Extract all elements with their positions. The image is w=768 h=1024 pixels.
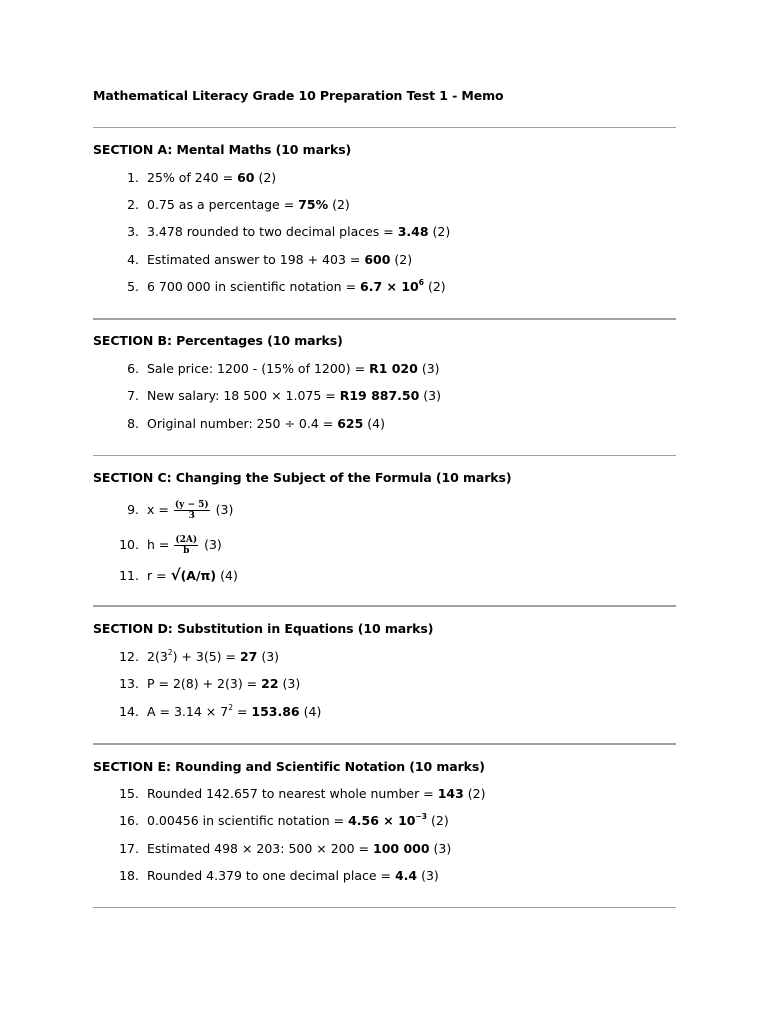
section-divider [93, 743, 676, 745]
item-number: 17. [119, 841, 139, 856]
answer-item [108, 813, 449, 829]
item-answer: 60 [237, 170, 255, 185]
item-question: Original number: 250 ÷ 0.4 = [147, 416, 338, 431]
item-number: 8. [127, 416, 139, 431]
item-answer: 143 [437, 786, 464, 801]
item-number: 1. [127, 170, 139, 185]
formula-fraction [174, 500, 210, 521]
item-answer: 27 [239, 649, 258, 664]
section-divider [93, 455, 676, 456]
item-number: 16. [119, 813, 139, 828]
answer-item [108, 170, 276, 186]
answer-item [108, 567, 238, 584]
item-question: Rounded 142.657 to nearest whole number = [147, 786, 438, 801]
item-marks: (3) [429, 841, 452, 856]
item-marks: (2) [463, 786, 486, 801]
item-question: r = [147, 568, 171, 583]
item-marks: (2) [328, 197, 350, 212]
item-question: A = 3.14 × 7 [147, 704, 229, 719]
answer-item [108, 224, 450, 240]
item-number: 12. [119, 649, 139, 664]
section-b-heading: SECTION B: Percentages (10 marks) [93, 333, 343, 348]
answer-item [108, 252, 412, 268]
section-c-heading: SECTION C: Changing the Subject of the Formula (10 marks) [93, 470, 512, 485]
answer-item [108, 279, 446, 295]
item-marks: (2) [427, 813, 449, 828]
document-title: Mathematical Literacy Grade 10 Preparation Test 1 - Memo [93, 88, 504, 103]
item-question: 3.478 rounded to two decimal places = [147, 224, 398, 239]
item-answer: 4.4 [394, 868, 418, 883]
section-a-heading: SECTION A: Mental Maths (10 marks) [93, 142, 352, 157]
square-root-icon: √ [170, 566, 181, 584]
item-marks: (3) [419, 388, 442, 403]
item-number: 4. [127, 252, 139, 267]
item-marks: (2) [428, 224, 451, 239]
item-answer: 4.56 × 10 [348, 813, 416, 828]
item-exponent: 2 [167, 648, 173, 657]
item-question: x = [147, 502, 173, 517]
item-question: 0.75 as a percentage = [147, 197, 299, 212]
item-marks: (3) [417, 361, 440, 376]
answer-item [108, 197, 350, 213]
item-answer: 153.86 [251, 704, 300, 719]
item-question: 25% of 240 = [147, 170, 238, 185]
item-marks: (3) [200, 537, 222, 552]
answer-item [108, 841, 451, 857]
item-marks: (4) [363, 416, 385, 431]
item-marks: (4) [216, 568, 238, 583]
item-number: 13. [119, 676, 139, 691]
answer-item [108, 868, 439, 884]
section-e-heading: SECTION E: Rounding and Scientific Notation (10 marks) [93, 759, 485, 774]
item-answer: 3.48 [397, 224, 429, 239]
answer-item [108, 704, 321, 720]
item-marks: (3) [257, 649, 280, 664]
item-question-cont: ) + 3(5) = [172, 649, 240, 664]
item-question: Sale price: 1200 - (15% of 1200) = [147, 361, 370, 376]
item-number: 10. [119, 537, 139, 552]
item-question: Estimated 498 × 203: 500 × 200 = [147, 841, 374, 856]
section-divider [93, 907, 676, 908]
item-answer: 6.7 × 10 [360, 279, 419, 294]
item-marks: (4) [299, 704, 322, 719]
formula-fraction [174, 535, 198, 556]
answer-item [108, 786, 485, 802]
item-question: Estimated answer to 198 + 403 = [147, 252, 365, 267]
item-answer: R1 020 [369, 361, 418, 376]
section-divider [93, 318, 676, 320]
item-marks: (3) [278, 676, 301, 691]
item-exponent: −3 [415, 812, 428, 821]
fraction-denominator: b [183, 546, 190, 556]
item-number: 7. [127, 388, 139, 403]
item-number: 11. [119, 568, 139, 583]
answer-item [108, 388, 441, 404]
item-marks: (2) [254, 170, 277, 185]
answer-item [108, 535, 222, 556]
fraction-denominator: 3 [188, 511, 195, 521]
item-answer: 600 [364, 252, 391, 267]
item-number: 15. [119, 786, 139, 801]
item-question: h = [147, 537, 174, 552]
answer-item [108, 649, 279, 665]
item-answer: 22 [261, 676, 279, 691]
item-exponent: 6 [418, 278, 424, 287]
answer-item [108, 676, 300, 692]
item-marks: (2) [423, 279, 446, 294]
item-question: 6 700 000 in scientific notation = [147, 279, 361, 294]
item-number: 14. [119, 704, 139, 719]
item-answer: 100 000 [373, 841, 430, 856]
answer-item [108, 500, 233, 521]
item-answer: 75% [298, 197, 329, 212]
item-question: 2(3 [147, 649, 168, 664]
item-marks: (2) [390, 252, 413, 267]
item-answer: 625 [337, 416, 364, 431]
item-marks: (3) [211, 502, 234, 517]
item-question: P = 2(8) + 2(3) = [147, 676, 262, 691]
item-number: 18. [119, 868, 139, 883]
item-number: 9. [127, 502, 139, 517]
section-divider [93, 127, 676, 128]
fraction-numerator: (2A) [175, 535, 198, 545]
item-question: Rounded 4.379 to one decimal place = [147, 868, 395, 883]
section-divider [93, 605, 676, 607]
item-exponent: 2 [228, 703, 233, 712]
item-number: 3. [127, 224, 139, 239]
item-answer: R19 887.50 [339, 388, 420, 403]
item-question: New salary: 18 500 × 1.075 = [147, 388, 340, 403]
item-marks: (3) [417, 868, 439, 883]
section-d-heading: SECTION D: Substitution in Equations (10 marks) [93, 621, 434, 636]
answer-item [108, 416, 385, 432]
item-answer: (A/π) [180, 568, 217, 583]
item-question: 0.00456 in scientific notation = [147, 813, 349, 828]
item-number: 6. [127, 361, 139, 376]
item-number: 5. [127, 279, 139, 294]
fraction-numerator: (y − 5) [174, 500, 209, 510]
answer-item [108, 361, 440, 377]
item-question-cont: = [232, 704, 252, 719]
item-number: 2. [127, 197, 139, 212]
